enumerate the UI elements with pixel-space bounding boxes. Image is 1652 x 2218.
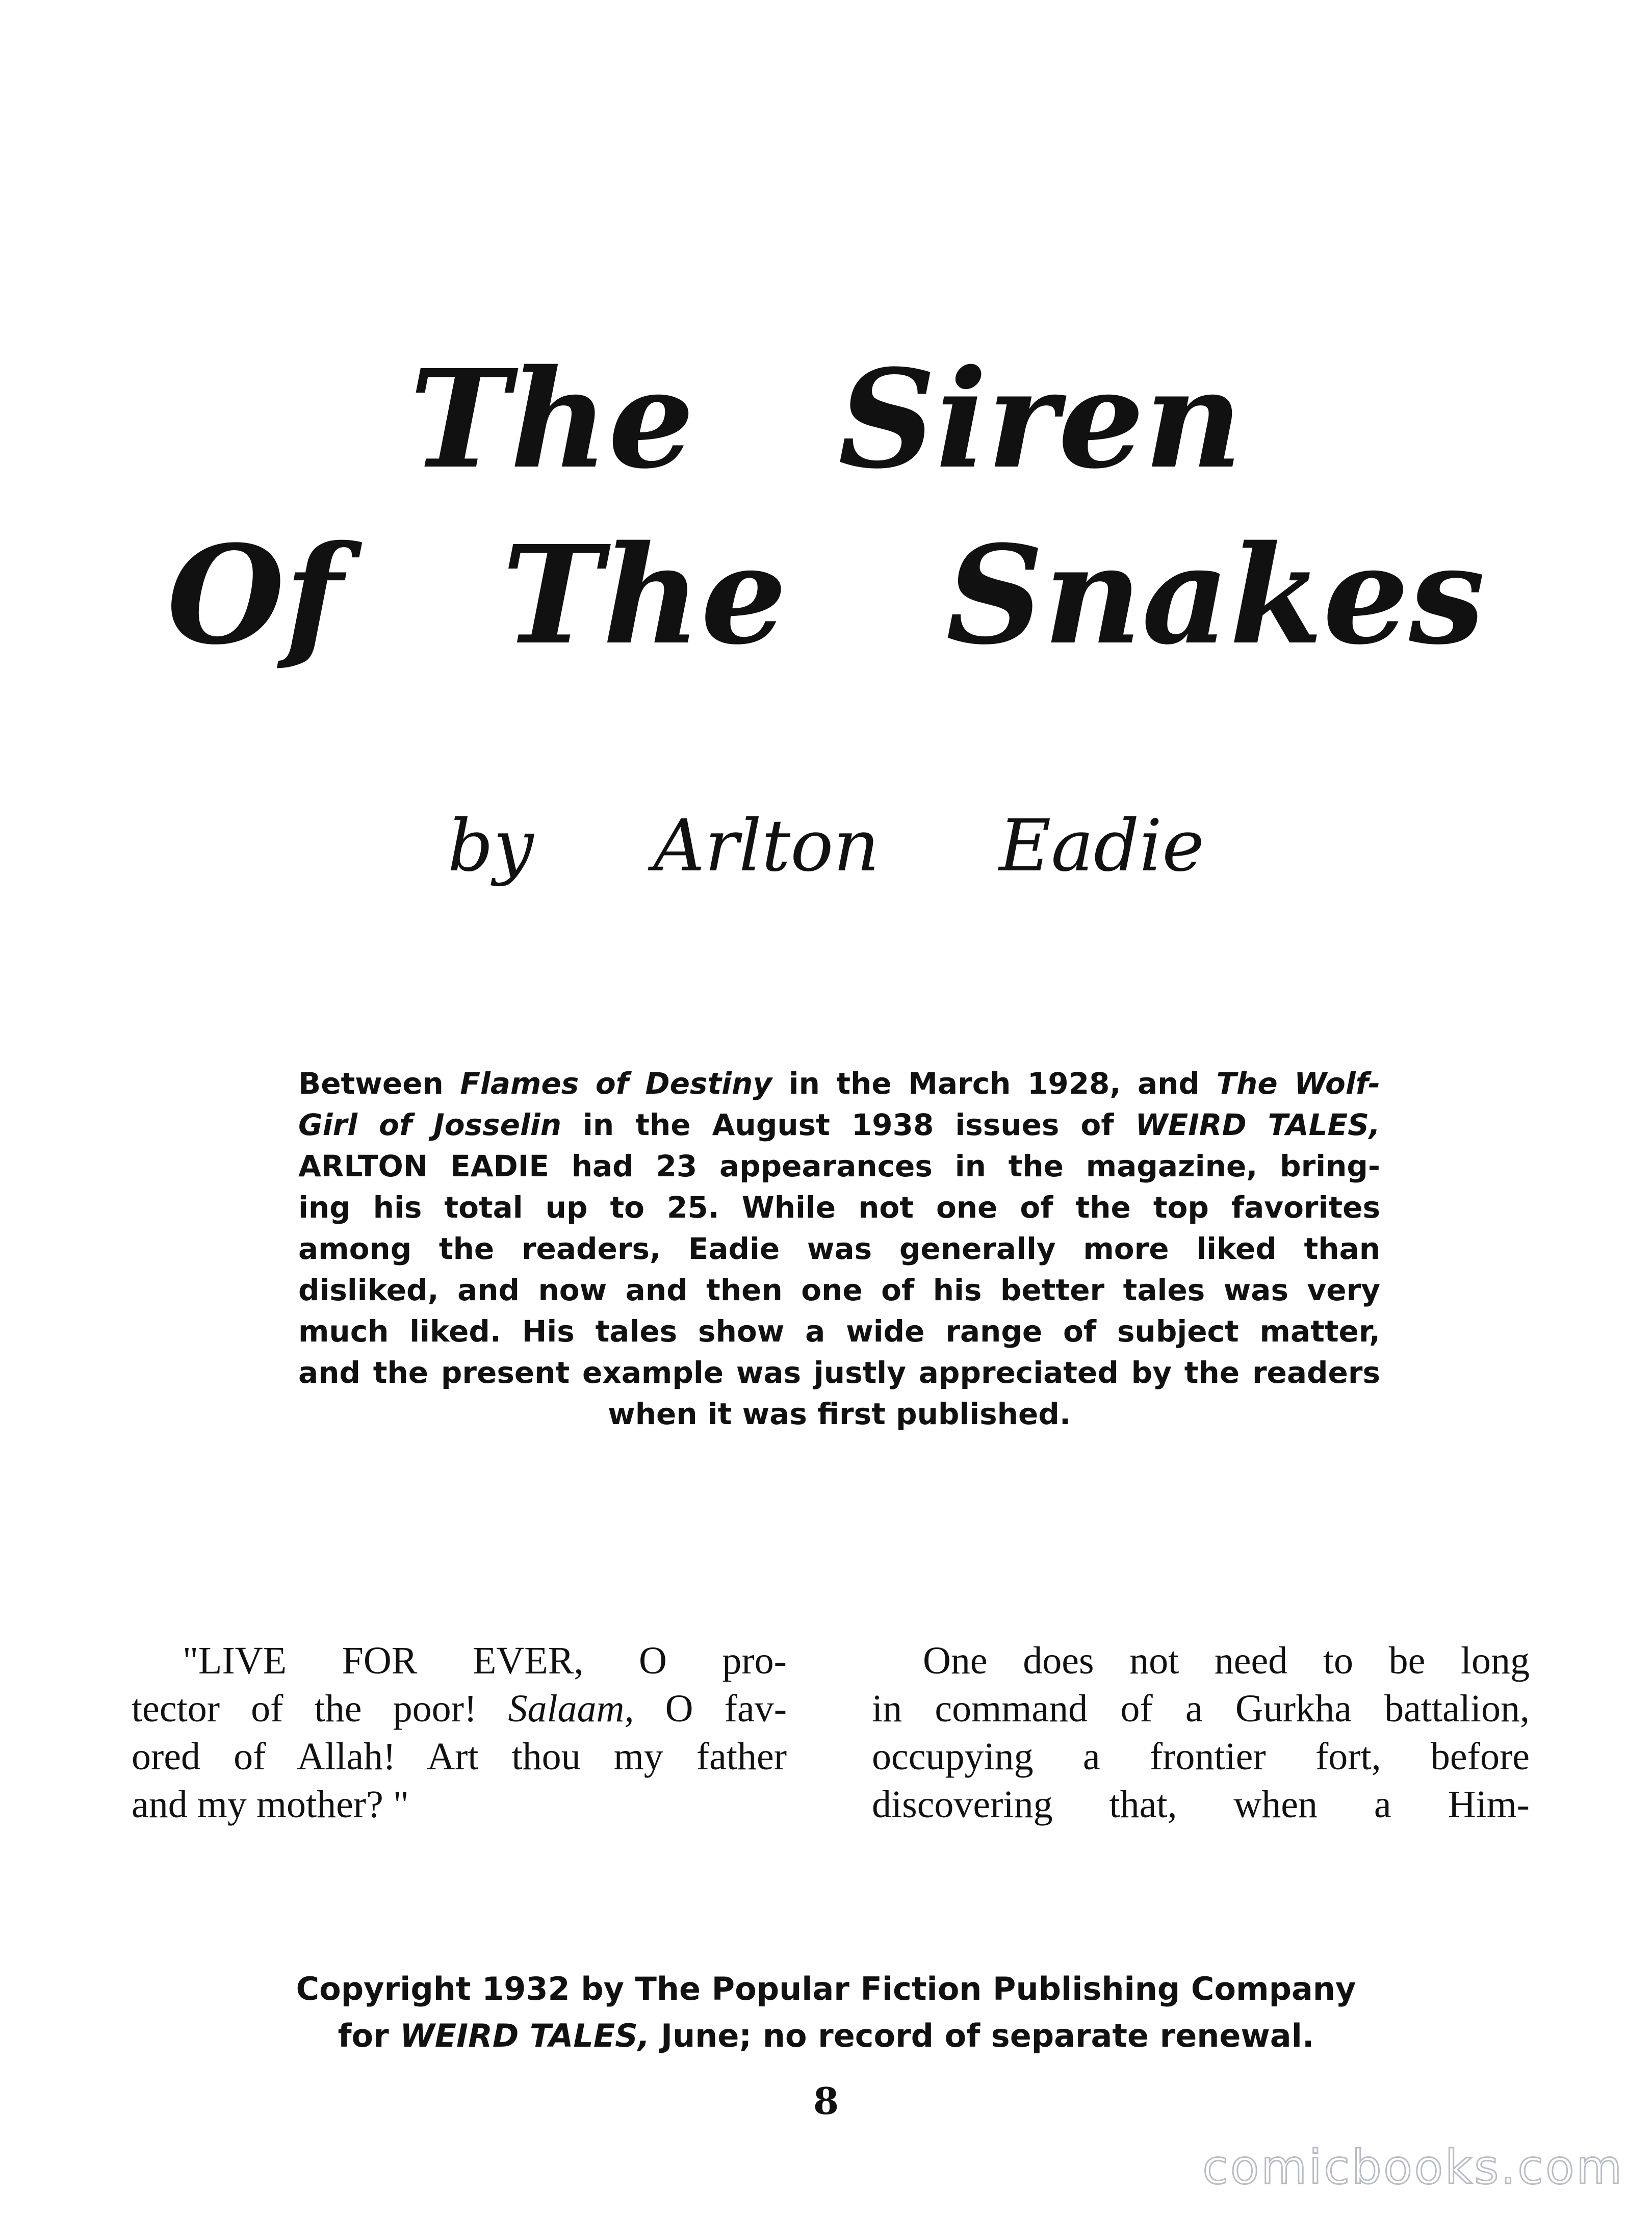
page-number: 8: [813, 2079, 839, 2123]
italic-text: WEIRD TALES,: [1135, 1107, 1380, 1142]
text-run: and my mother? ": [132, 1783, 409, 1826]
text-run: in command of a Gurkha battalion,: [872, 1687, 1530, 1730]
title-word: The: [502, 516, 787, 675]
text-run: and the present example was justly appreciated by the readers: [298, 1355, 1380, 1390]
text-run: "LIVE FOR EVER, O pro-: [183, 1639, 787, 1682]
author-first-name: Arlton: [653, 805, 880, 888]
text-line: [298, 1270, 1380, 1311]
text-run: O fav-: [634, 1687, 787, 1730]
story-column-right: [872, 1637, 1530, 1828]
text-run: when it was first published.: [608, 1397, 1071, 1431]
text-line: [298, 1311, 1380, 1352]
title-word: Of: [167, 516, 343, 675]
text-line: [298, 1104, 1380, 1146]
text-run: Copyright 1932 by The Popular Fiction Publishing Company: [296, 1970, 1356, 2007]
text-run: June; no record of separate renewal.: [650, 2017, 1314, 2054]
text-run: One does not need to be long: [923, 1639, 1530, 1682]
text-line: [298, 1063, 1380, 1104]
title-word: Siren: [838, 340, 1243, 499]
text-line: [298, 1352, 1380, 1394]
watermark: comicbooks.com: [1202, 2140, 1624, 2195]
author-last-name: Eadie: [999, 805, 1205, 888]
title-word: The: [409, 340, 694, 499]
italic-text: Girl of Josselin: [298, 1107, 561, 1142]
story-title-line-1: [0, 340, 1652, 499]
italic-text: Flames of Destiny: [460, 1066, 772, 1101]
copyright-line: [0, 1966, 1652, 2013]
italic-text: The Wolf-: [1216, 1066, 1381, 1101]
text-run: for: [338, 2017, 400, 2054]
text-line: [872, 1637, 1530, 1685]
text-run: ored of Allah! Art thou my father: [132, 1735, 787, 1778]
text-line: [298, 1187, 1380, 1228]
text-line: [872, 1781, 1530, 1828]
text-line: [872, 1733, 1530, 1781]
text-run: Between: [298, 1066, 460, 1101]
text-line: [132, 1637, 787, 1685]
text-line: [872, 1685, 1530, 1733]
text-run: discovering that, when a Him-: [872, 1783, 1530, 1826]
text-run: occupying a frontier fort, before: [872, 1735, 1530, 1778]
title-word: Snakes: [946, 516, 1485, 675]
editorial-introduction: [298, 1063, 1380, 1435]
copyright-notice: [0, 1966, 1652, 2059]
text-run: disliked, and now and then one of his better tales was very: [298, 1273, 1380, 1307]
author-byline: [0, 805, 1652, 888]
text-line: [298, 1228, 1380, 1270]
text-run: much liked. His tales show a wide range of subject matter,: [298, 1314, 1380, 1349]
story-column-left: [132, 1637, 787, 1828]
text-run: in the August 1938 issues of: [561, 1107, 1135, 1142]
byline-by: by: [447, 805, 534, 888]
text-line: [132, 1685, 787, 1733]
text-line: [298, 1146, 1380, 1187]
copyright-line: [0, 2013, 1652, 2059]
text-run: in the March 1928, and: [772, 1066, 1217, 1101]
text-run: tector of the poor!: [132, 1687, 508, 1730]
text-line: [132, 1781, 787, 1828]
text-line: [132, 1733, 787, 1781]
text-run: ing his total up to 25. While not one of the top favorites: [298, 1190, 1380, 1225]
story-title-line-2: [0, 516, 1652, 675]
italic-text: Salaam,: [508, 1687, 634, 1730]
text-line: [298, 1394, 1380, 1435]
text-run: among the readers, Eadie was generally more liked than: [298, 1231, 1380, 1266]
italic-text: WEIRD TALES,: [400, 2017, 650, 2054]
text-run: ARLTON EADIE had 23 appearances in the magazine, bring-: [298, 1149, 1380, 1183]
